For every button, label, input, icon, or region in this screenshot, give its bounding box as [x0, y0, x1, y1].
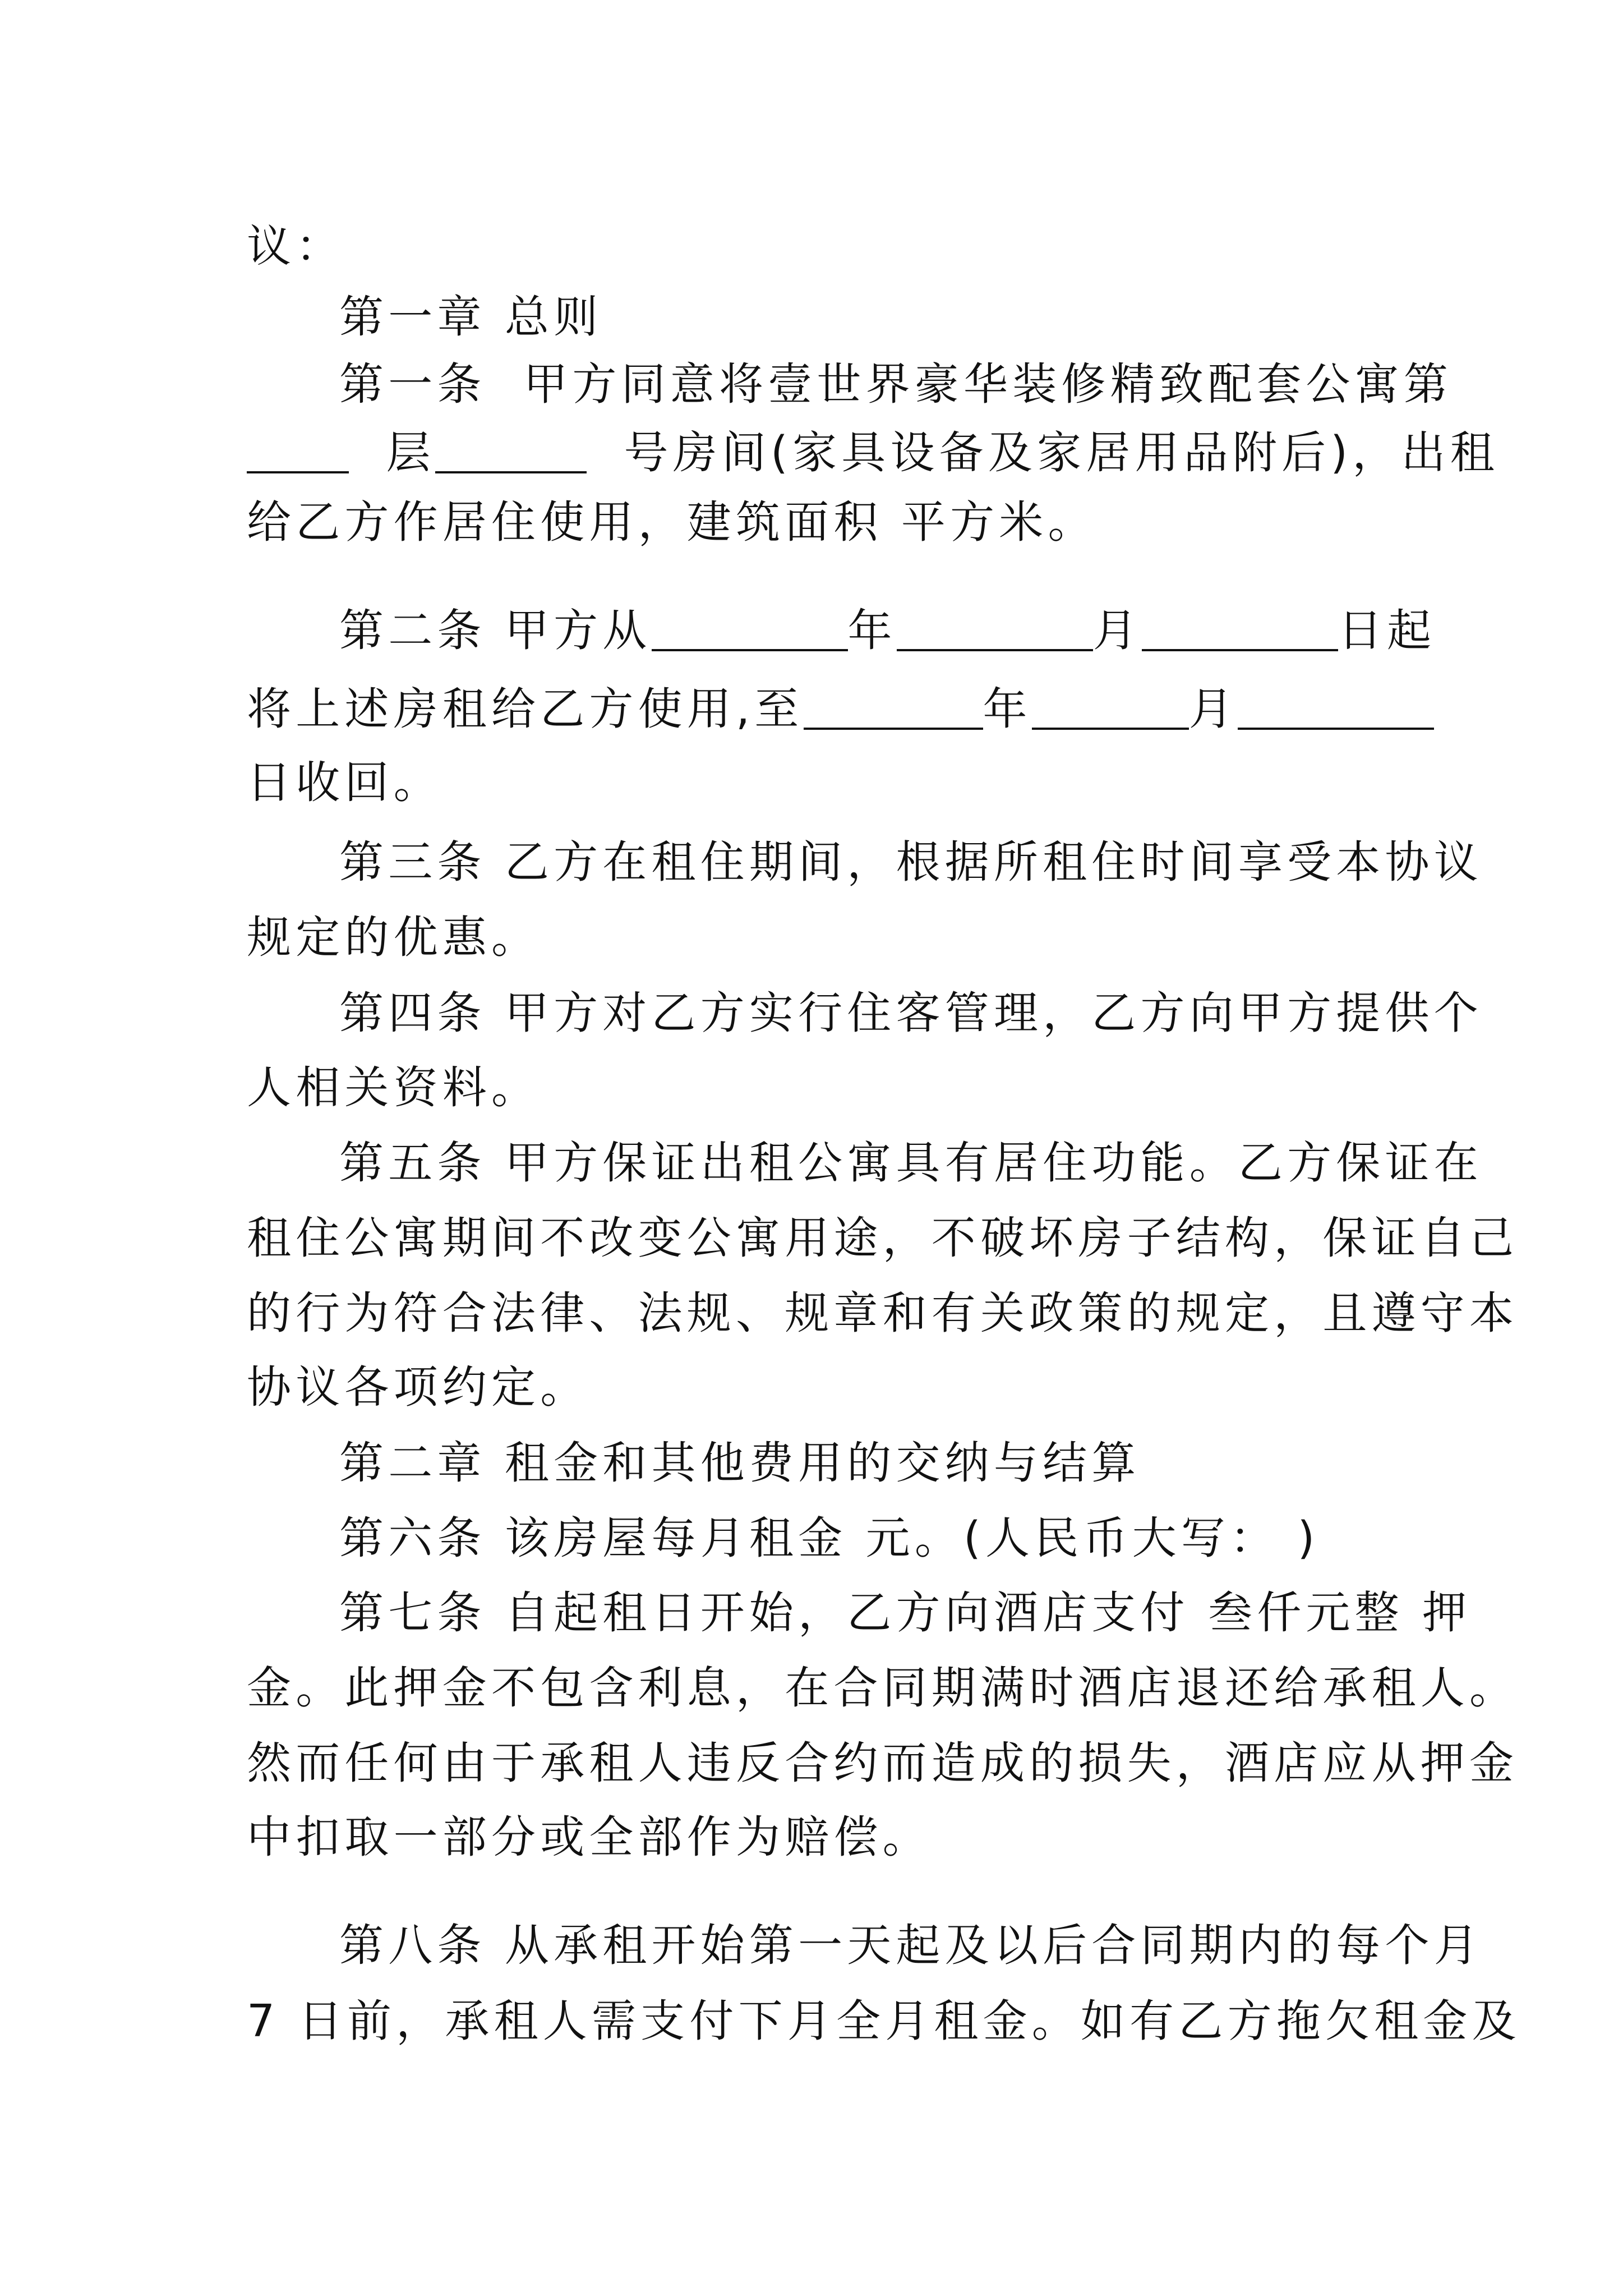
line-text: 年 — [847, 605, 897, 656]
line-text: 第二章 租金和其他费用的交纳与结算 — [339, 1437, 1141, 1489]
chapter-heading — [339, 286, 1391, 348]
fill-blank — [435, 432, 587, 473]
text-line — [247, 907, 1391, 968]
text-line — [247, 1657, 1519, 1719]
line-text: 第一条 甲方同意将壹世界豪华装修精致配套公寓第 — [339, 358, 1453, 410]
line-text: 第七条 自起租日开始，乙方向酒店支付 叁仟元整 押 — [339, 1587, 1472, 1639]
text-line — [247, 1207, 1519, 1269]
article-line — [339, 600, 1436, 661]
article-line — [339, 831, 1483, 893]
line-text: 第六条 该房屋每月租金 元。(人民币大写： ) — [339, 1512, 1320, 1564]
article-line — [339, 982, 1483, 1044]
line-text: 规定的优惠。 — [247, 912, 541, 963]
fill-blank — [897, 610, 1093, 651]
line-text: 第三条 乙方在租住期间，根据所租住时间享受本协议 — [339, 836, 1483, 888]
fill-blank — [652, 610, 848, 651]
line-text: 第五条 甲方保证出租公寓具有居住功能。乙方保证在 — [339, 1137, 1483, 1189]
line-text: 月 — [1092, 605, 1142, 656]
text-line — [247, 422, 1499, 484]
fill-blank — [247, 432, 349, 473]
text-line — [247, 1806, 1391, 1868]
line-text: 第四条 甲方对乙方实行住客管理，乙方向甲方提供个 — [339, 987, 1483, 1039]
line-text: 号房间(家具设备及家居用品附后)，出租 — [624, 427, 1499, 478]
line-text: 日起 — [1338, 605, 1436, 656]
line-text: 然而任何由于承租人违反合约而造成的损失，酒店应从押金 — [247, 1737, 1519, 1789]
text-line — [247, 1732, 1519, 1794]
line-text: 的行为符合法律、法规、规章和有关政策的规定，且遵守本 — [247, 1287, 1519, 1339]
text-line — [247, 678, 1391, 740]
line-text: 第二条 甲方从 — [339, 605, 652, 656]
article-line — [339, 1915, 1483, 1976]
line-text: 7 日前，承租人需支付下月全月租金。如有乙方拖欠租金及 — [247, 1995, 1521, 2047]
text-line — [247, 752, 1391, 813]
text-line — [247, 1356, 1391, 1418]
line-text: 协议各项约定。 — [247, 1361, 589, 1413]
article-line — [339, 353, 1453, 415]
text-line — [247, 491, 1391, 553]
line-text: 将上述房租给乙方使用,至 — [247, 683, 804, 735]
line-text: 中扣取一部分或全部作为赔偿。 — [247, 1811, 932, 1863]
fill-blank — [804, 688, 983, 730]
text-line — [247, 1990, 1521, 2052]
chapter-heading — [339, 1432, 1391, 1494]
text-line — [247, 215, 1391, 277]
line-text: 月 — [1188, 683, 1238, 735]
text-line — [247, 1282, 1519, 1344]
fill-blank — [1032, 688, 1189, 730]
line-text: 第八条 从承租开始第一天起及以后合同期内的每个月 — [339, 1920, 1483, 1971]
line-text: 层 — [386, 427, 435, 478]
fill-blank — [1238, 688, 1434, 730]
line-text: 议： — [247, 220, 345, 272]
text-line — [247, 1057, 1391, 1119]
line-text: 租住公寓期间不改变公寓用途，不破坏房子结构，保证自己 — [247, 1212, 1519, 1264]
article-line — [339, 1582, 1472, 1644]
article-line — [339, 1132, 1483, 1194]
line-text: 日收回。 — [247, 757, 442, 808]
line-text: 金。此押金不包含利息，在合同期满时酒店退还给承租人。 — [247, 1662, 1519, 1714]
line-text: 人相关资料。 — [247, 1062, 541, 1114]
article-line — [339, 1507, 1391, 1569]
line-text: 第一章 总则 — [339, 291, 603, 343]
line-text: 年 — [983, 683, 1032, 735]
fill-blank — [1142, 610, 1338, 651]
line-text: 给乙方作居住使用，建筑面积 平方米。 — [247, 496, 1097, 548]
